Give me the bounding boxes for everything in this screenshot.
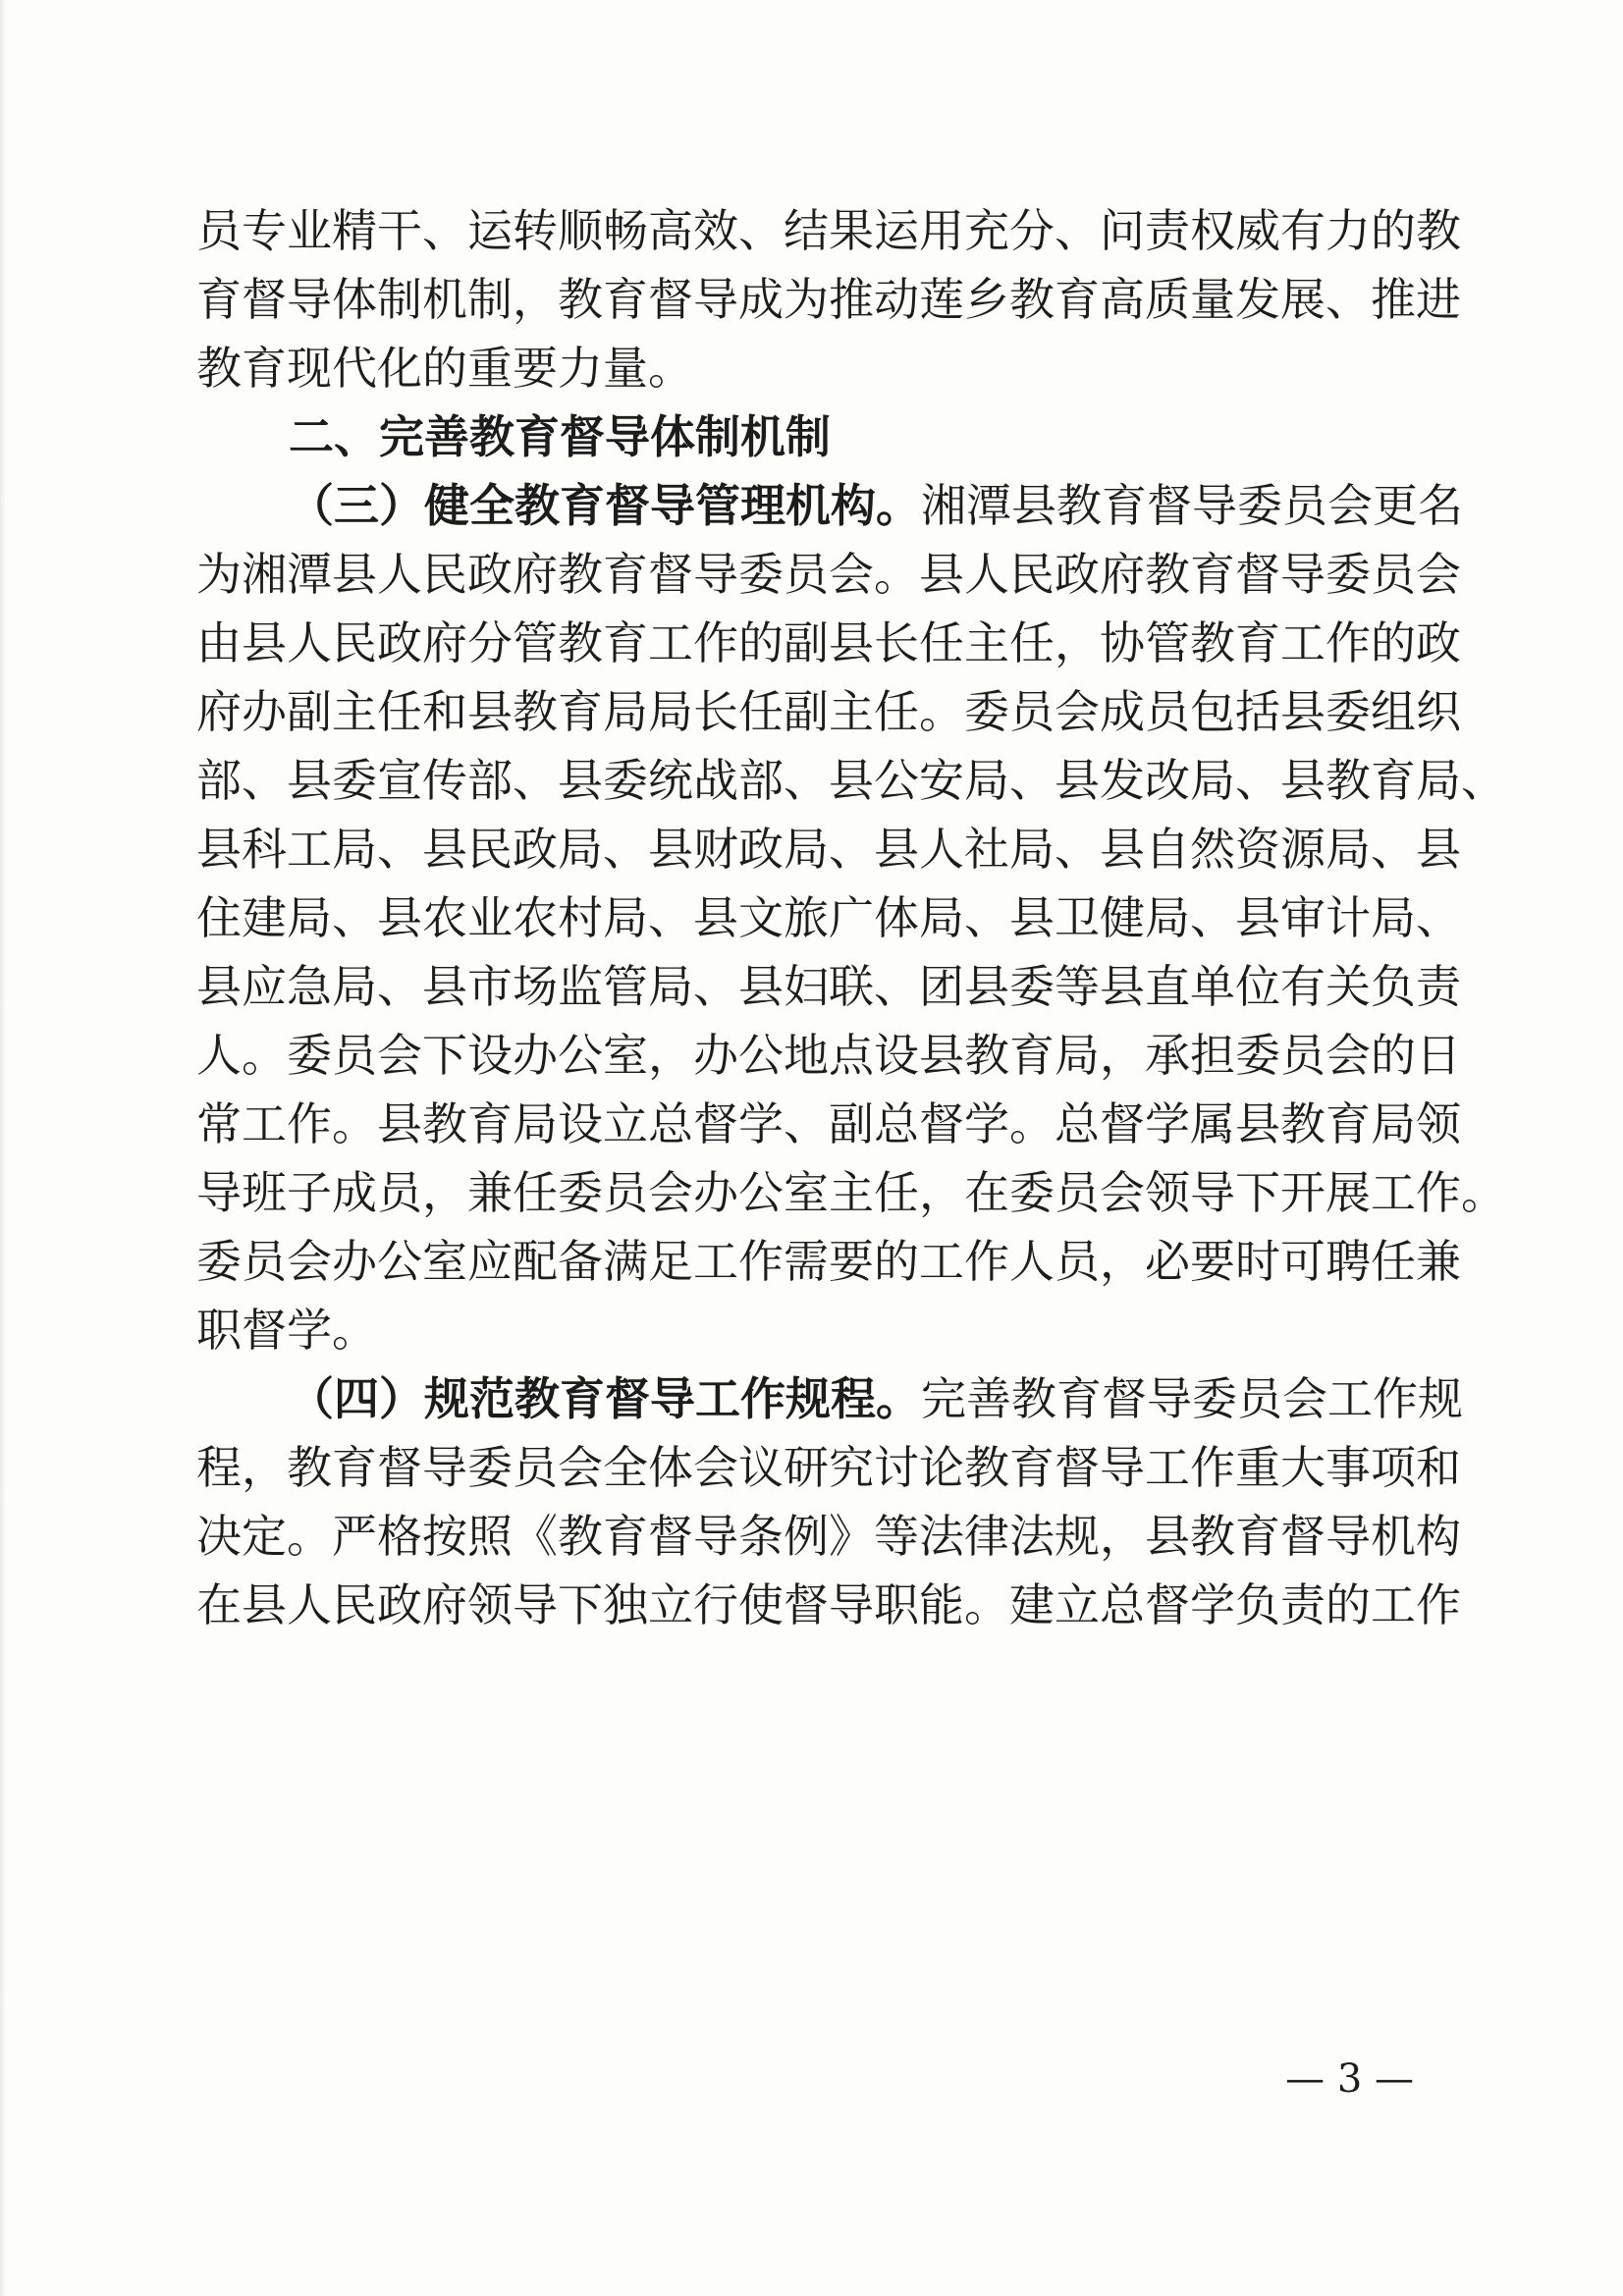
paragraph-first-line-text: 完善教育督导委员会工作规 — [921, 1372, 1463, 1425]
body-line: 府办副主任和县教育局局长任副主任。委员会成员包括县委组织 — [196, 685, 1461, 738]
body-line: 为湘潭县人民政府教育督导委员会。县人民政府教育督导委员会 — [196, 548, 1461, 601]
paragraph-lead: （三）健全教育督导管理机构。 — [289, 479, 921, 532]
body-line: 常工作。县教育局设立总督学、副总督学。总督学属县教育局领 — [196, 1097, 1461, 1150]
body-line: 导班子成员，兼任委员会办公室主任，在委员会领导下开展工作。 — [196, 1166, 1506, 1219]
body-line: 部、县委宣传部、县委统战部、县公安局、县发改局、县教育局、 — [196, 754, 1506, 807]
body-line: 决定。严格按照《教育督导条例》等法律法规，县教育督导机构 — [196, 1510, 1461, 1563]
body-line: 教育现代化的重要力量。 — [196, 342, 693, 395]
body-line: 在县人民政府领导下独立行使督导职能。建立总督学负责的工作 — [196, 1578, 1461, 1631]
body-line: 员专业精干、运转顺畅高效、结果运用充分、问责权威有力的教 — [196, 204, 1461, 257]
body-line: 人。委员会下设办公室，办公地点设县教育局，承担委员会的日 — [196, 1029, 1461, 1082]
body-line: 县应急局、县市场监管局、县妇联、团县委等县直单位有关负责 — [196, 960, 1461, 1013]
body-line: 育督导体制机制，教育督导成为推动莲乡教育高质量发展、推进 — [196, 273, 1461, 326]
body-line: 住建局、县农业农村局、县文旅广体局、县卫健局、县审计局、 — [196, 891, 1461, 944]
body-line: 由县人民政府分管教育工作的副县长任主任，协管教育工作的政 — [196, 616, 1461, 669]
paragraph-first-line-text: 湘潭县教育督导委员会更名 — [921, 479, 1463, 532]
body-line: 程，教育督导委员会全体会议研究讨论教育督导工作重大事项和 — [196, 1441, 1461, 1494]
body-line: 职督学。 — [196, 1304, 377, 1357]
body-line: 县科工局、县民政局、县财政局、县人社局、县自然资源局、县 — [196, 823, 1461, 876]
section-heading: 二、完善教育督导体制机制 — [289, 410, 831, 463]
body-line: 委员会办公室应配备满足工作需要的工作人员，必要时可聘任兼 — [196, 1235, 1461, 1288]
page-edge-shadow — [0, 0, 6, 2296]
page-number: — 3 — — [1285, 2056, 1414, 2102]
paragraph-lead: （四）规范教育督导工作规程。 — [289, 1372, 921, 1425]
